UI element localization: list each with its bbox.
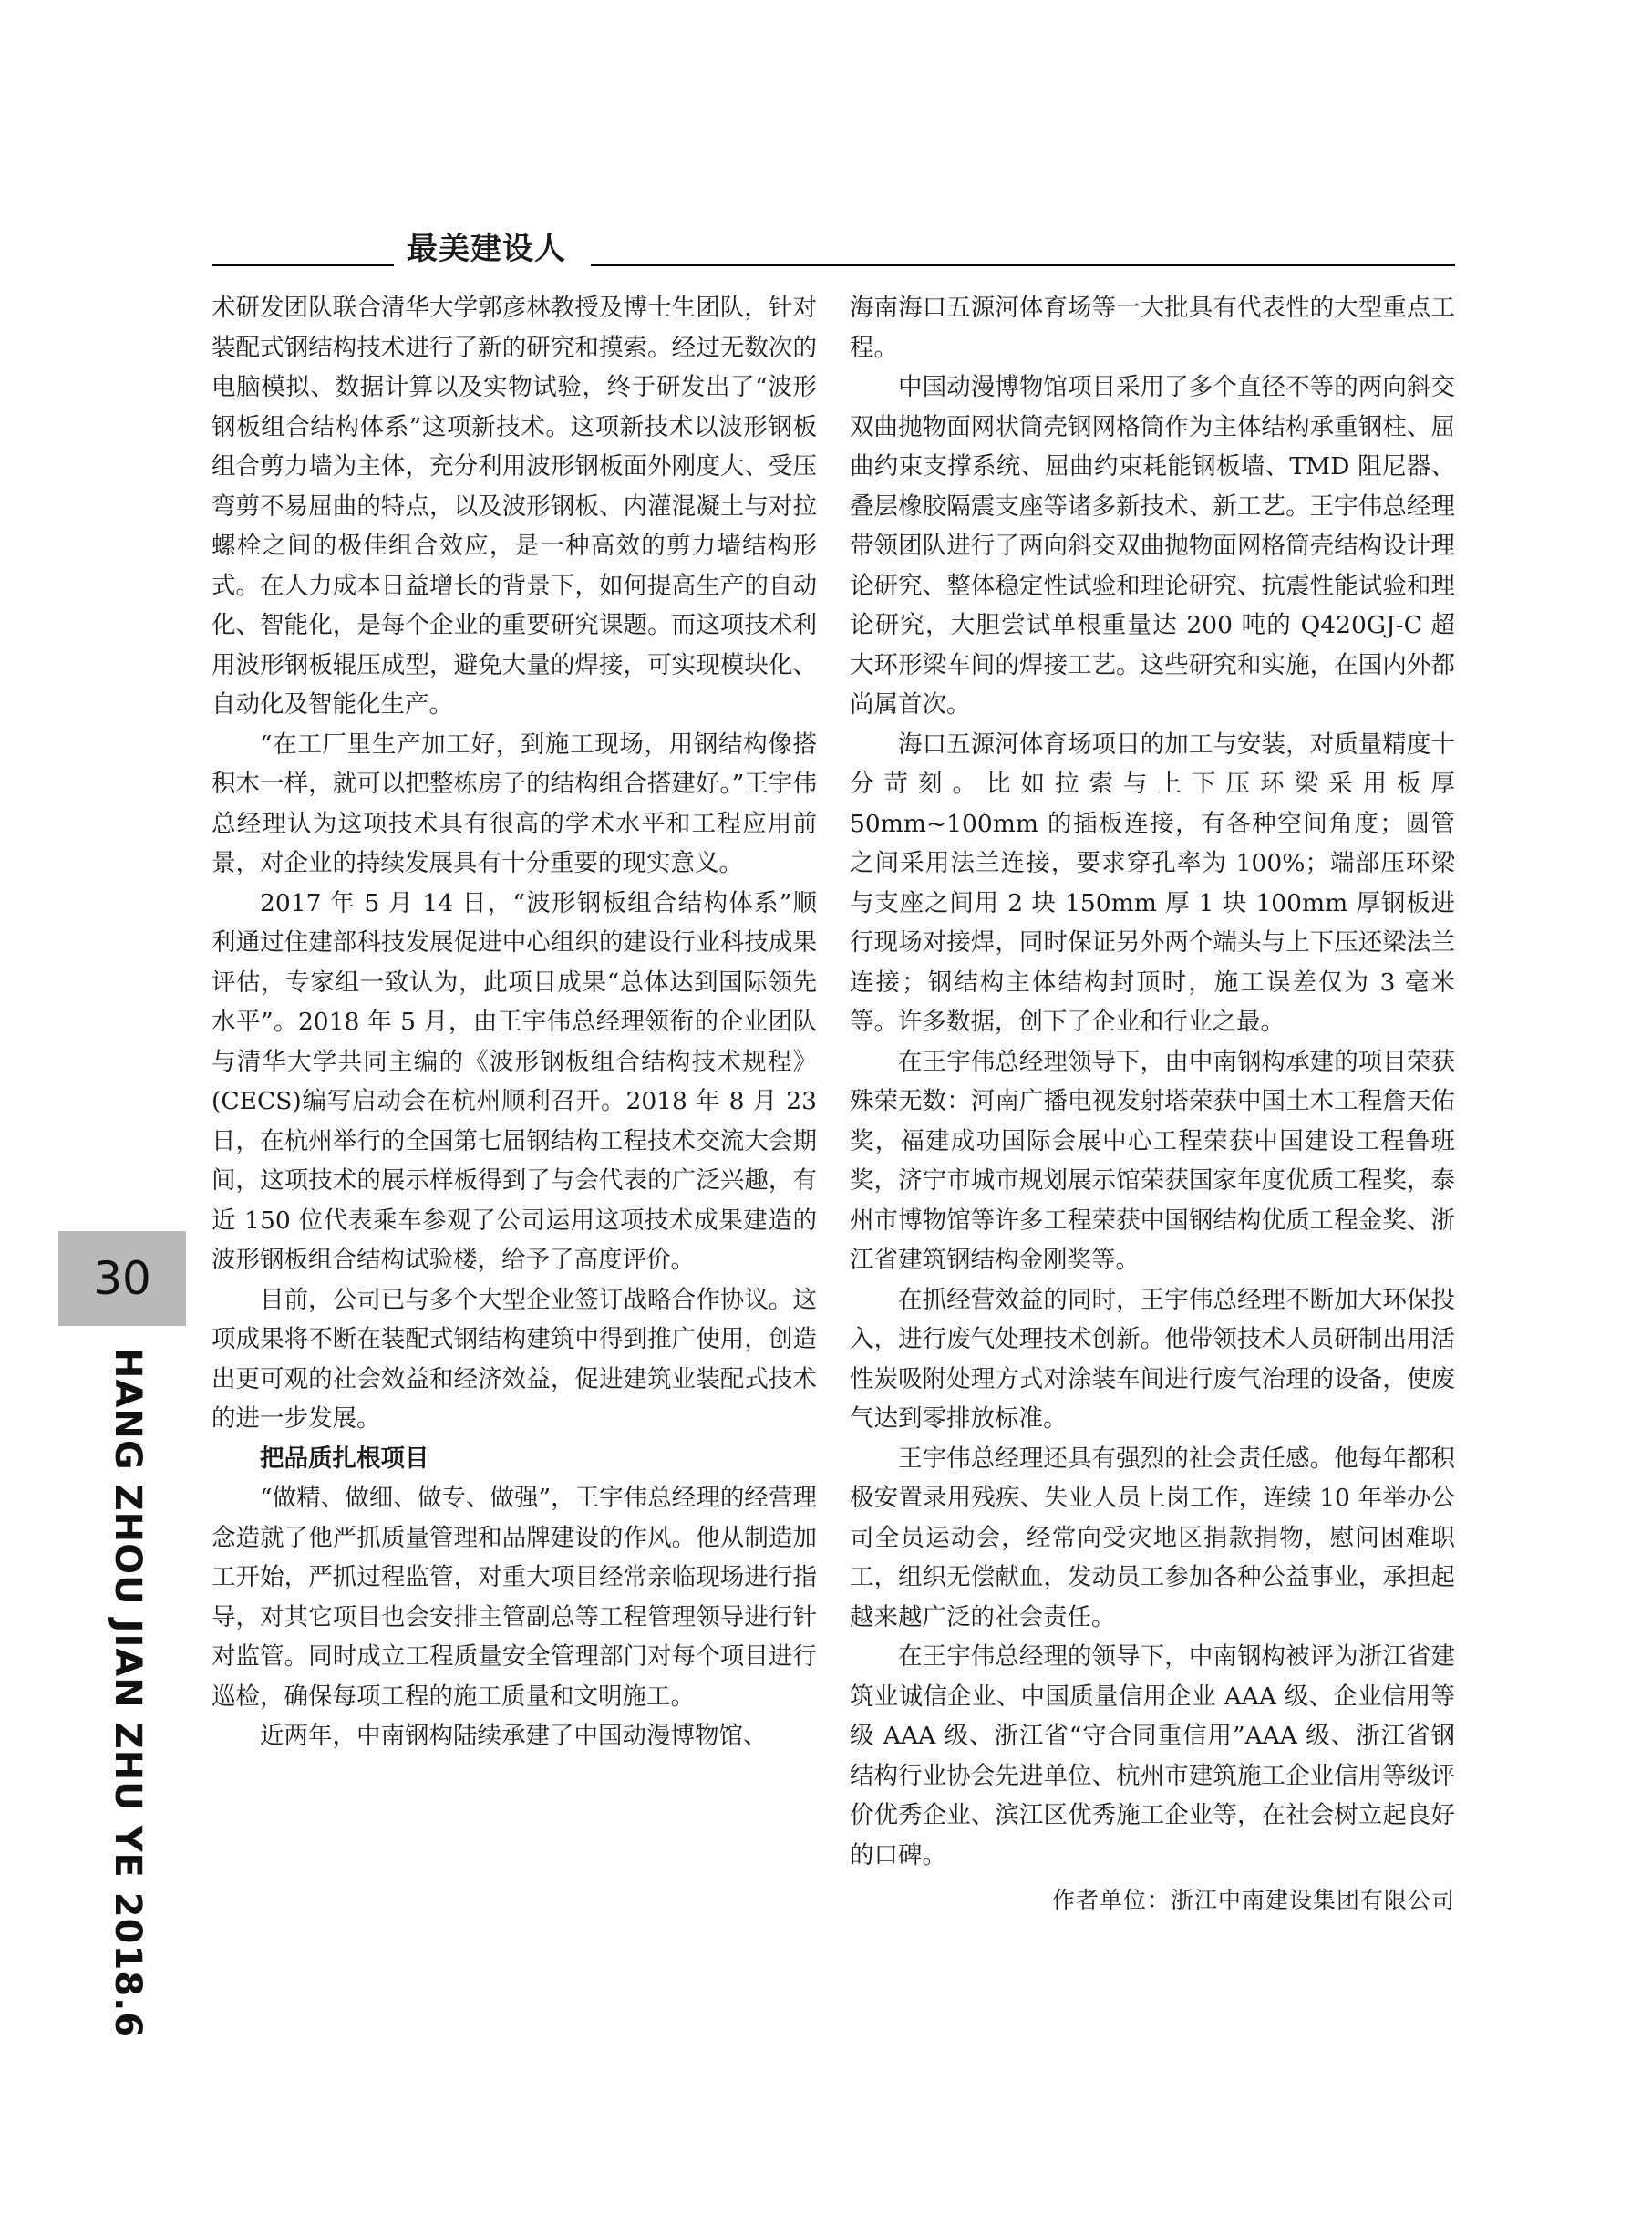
journal-side-text: HANG ZHOU JIAN ZHU YE 2018.6: [107, 1348, 149, 2039]
paragraph: 中国动漫博物馆项目采用了多个直径不等的两向斜交双曲抛物面网状筒壳钢网格筒作为主体结构承重钢柱、屈曲约束支撑系统、屈曲约束耗能钢板墙、TMD 阻尼器、叠层橡胶隔震支座等诸多新技术、新工艺。王宇伟总经理带领团队进行了两向斜交双曲抛物面网格筒壳结构设计理论研究、整体稳定性试验和理论研究、抗震性能试验和理论研究，大胆尝试单根重量达 200 吨的 Q420GJ-C 超大环形梁车间的焊接工艺。这些研究和实施，在国内外都尚属首次。: [850, 373, 1455, 719]
paragraph: 海南海口五源河体育场等一大批具有代表性的大型重点工程。: [850, 294, 1455, 362]
paragraph: 海口五源河体育场项目的加工与安装，对质量精度十分苛刻。比如拉索与上下压环梁采用板厚 50mm~100mm 的插板连接，有各种空间角度；圆管之间采用法兰连接，要求穿孔率为 100%；端部压环梁与支座之间用 2 块 150mm 厚 1 块 100mm 厚钢板进行现场对接焊，同时保证另外两个端头与上下压还梁法兰连接；钢结构主体结构封顶时，施工误差仅为 3 毫米等。许多数据，创下了企业和行业之最。: [850, 730, 1455, 1036]
left-column: [212, 288, 817, 1756]
paragraph: 在抓经营效益的同时，王宇伟总经理不断加大环保投入，进行废气处理技术创新。他带领技术人员研制出用活性炭吸附处理方式对涂装车间进行废气治理的设备，使废气达到零排放标准。: [850, 1285, 1455, 1433]
header-rule-left: [212, 264, 394, 266]
paragraph: “在工厂里生产加工好，到施工现场，用钢结构像搭积木一样，就可以把整栋房子的结构组合搭建好。”王宇伟总经理认为这项技术具有很高的学术水平和工程应用前景，对企业的持续发展具有十分重要的现实意义。: [212, 730, 817, 877]
side-text-container: [106, 1348, 160, 2039]
paragraph: 2017 年 5 月 14 日，“波形钢板组合结构体系”顺利通过住建部科技发展促进中心组织的建设行业科技成果评估，专家组一致认为，此项目成果“总体达到国际领先水平”。2018 年 5 月，由王宇伟总经理领衔的企业团队与清华大学共同主编的《波形钢板组合结构技术规程》(CECS)编写启动会在杭州顺利召开。2018 年 8 月 23 日，在杭州举行的全国第七届钢结构工程技术交流大会期间，这项技术的展示样板得到了与会代表的广泛兴趣，有近 150 位代表乘车参观了公司运用这项技术成果建造的波形钢板组合结构试验楼，给予了高度评价。: [212, 888, 817, 1274]
page-number-tab: [58, 1231, 186, 1326]
page-number: 30: [93, 1252, 151, 1305]
paragraph: 术研发团队联合清华大学郭彦林教授及博士生团队，针对装配式钢结构技术进行了新的研究和摸索。经过无数次的电脑模拟、数据计算以及实物试验，终于研发出了“波形钢板组合结构体系”这项新技术。这项新技术以波形钢板组合剪力墙为主体，充分利用波形钢板面外刚度大、受压弯剪不易屈曲的特点，以及波形钢板、内灌混凝土与对拉螺栓之间的极佳组合效应，是一种高效的剪力墙结构形式。在人力成本日益增长的背景下，如何提高生产的自动化、智能化，是每个企业的重要研究课题。而这项技术利用波形钢板辊压成型，避免大量的焊接，可实现模块化、自动化及智能化生产。: [212, 294, 817, 719]
header-rule-right: [591, 264, 1455, 266]
paragraph: “做精、做细、做专、做强”，王宇伟总经理的经营理念造就了他严抓质量管理和品牌建设的作风。他从制造加工开始，严抓过程监管，对重大项目经常亲临现场进行指导，对其它项目也会安排主管副总等工程管理领导进行针对监管。同时成立工程质量安全管理部门对每个项目进行巡检，确保每项工程的施工质量和文明施工。: [212, 1484, 817, 1711]
paragraph: 近两年，中南钢构陆续承建了中国动漫博物馆、: [260, 1722, 768, 1750]
right-column: [850, 288, 1455, 1921]
author-affiliation: 作者单位：浙江中南建设集团有限公司: [1051, 1887, 1455, 1913]
section-heading: 把品质扎根项目: [260, 1444, 429, 1473]
section-title: 最美建设人: [407, 231, 566, 267]
paragraph: 王宇伟总经理还具有强烈的社会责任感。他每年都积极安置录用残疾、失业人员上岗工作，连续 10 年举办公司全员运动会，经常向受灾地区捐款捐物，慰问困难职工，组织无偿献血，发动员工参加各种公益事业，承担起越来越广泛的社会责任。: [850, 1444, 1455, 1631]
section-header: [212, 226, 1455, 272]
paragraph: 目前，公司已与多个大型企业签订战略合作协议。这项成果将不断在装配式钢结构建筑中得到推广使用，创造出更可观的社会效益和经济效益，促进建筑业装配式技术的进一步发展。: [212, 1285, 817, 1433]
paragraph: 在王宇伟总经理领导下，由中南钢构承建的项目荣获殊荣无数：河南广播电视发射塔荣获中国土木工程詹天佑奖，福建成功国际会展中心工程荣获中国建设工程鲁班奖，济宁市城市规划展示馆荣获国家年度优质工程奖，泰州市博物馆等许多工程荣获中国钢结构优质工程金奖、浙江省建筑钢结构金刚奖等。: [850, 1047, 1455, 1274]
paragraph: 在王宇伟总经理的领导下，中南钢构被评为浙江省建筑业诚信企业、中国质量信用企业 AAA 级、企业信用等级 AAA 级、浙江省“守合同重信用”AAA 级、浙江省钢结构行业协会先进单位、杭州市建筑施工企业信用等级评价优秀企业、滨江区优秀施工企业等，在社会树立起良好的口碑。: [850, 1642, 1455, 1869]
